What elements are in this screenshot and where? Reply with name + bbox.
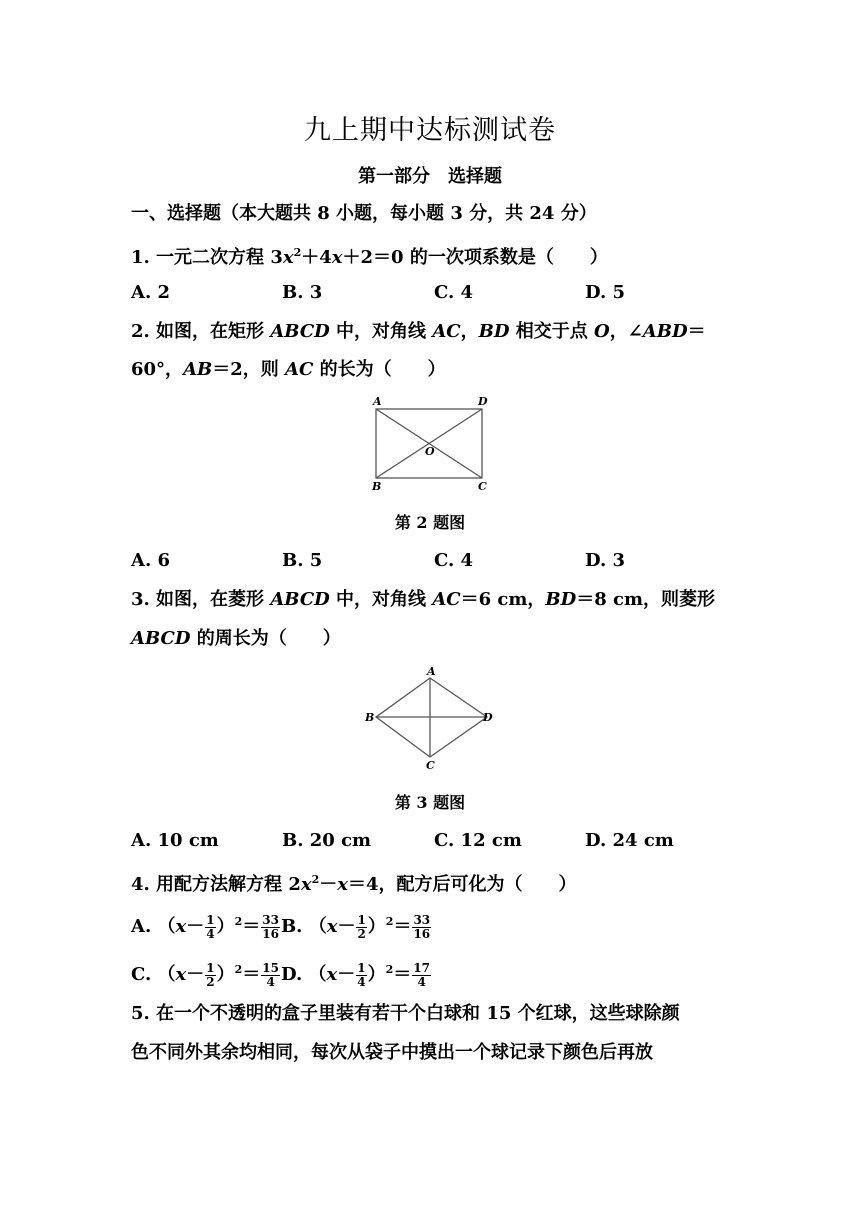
label-a: A <box>427 665 436 678</box>
opt-var: x <box>175 964 187 985</box>
fraction <box>205 914 215 941</box>
opt-text: － <box>186 964 205 985</box>
option-a[interactable]: A. 6 <box>131 550 171 571</box>
opt-text: ＝ <box>242 964 261 985</box>
opt-var: x <box>326 964 338 985</box>
q2-text: 中，对角线 <box>329 321 433 342</box>
question-3-line-2 <box>131 628 341 650</box>
section-heading: 一、选择题（本大题共 8 小题，每小题 3 分，共 24 分） <box>131 203 597 224</box>
fraction <box>205 962 215 989</box>
q2-text: 的长为（ ） <box>313 359 446 380</box>
numerator: 15 <box>262 960 279 975</box>
q4-var: x <box>337 874 348 895</box>
q2-text: ＝2，则 <box>212 359 286 380</box>
label-b: B <box>372 480 382 493</box>
q4-var: x <box>300 874 312 895</box>
q1-var: x <box>331 247 343 268</box>
q2-text: 2. 如图，在矩形 <box>131 321 271 342</box>
q2-text: ，∠ <box>609 321 643 342</box>
option-d[interactable]: D. 5 <box>585 282 626 303</box>
label-d: D <box>478 395 488 408</box>
opt-label: C. （ <box>131 964 176 985</box>
opt-text: － <box>337 964 356 985</box>
opt-text: － <box>186 916 205 937</box>
numerator: 1 <box>357 912 366 927</box>
question-2-line-1 <box>131 321 706 343</box>
question-4-options-cd <box>131 955 432 990</box>
numerator: 1 <box>206 912 215 927</box>
q1-var: x <box>282 247 294 268</box>
option-b[interactable]: B. 5 <box>282 550 323 571</box>
option-b[interactable]: B. 3 <box>282 282 323 303</box>
rectangle-figure <box>360 393 500 499</box>
figure-3-caption: 第 3 题图 <box>394 793 466 812</box>
question-3-line-1 <box>131 589 715 611</box>
q3-text: ＝6 cm， <box>460 589 546 610</box>
opt-text: ） <box>367 964 386 985</box>
denominator: 2 <box>206 974 215 989</box>
opt-text: ） <box>367 916 386 937</box>
fraction <box>356 962 366 989</box>
q3-var: AC <box>432 589 461 610</box>
option-b[interactable]: B. 20 cm <box>282 830 372 851</box>
opt-exp: 2 <box>234 963 243 976</box>
denominator: 4 <box>357 974 366 989</box>
q1-text: 1. 一元二次方程 3 <box>131 247 283 268</box>
denominator: 4 <box>206 926 215 941</box>
q2-var: ABCD <box>270 321 330 342</box>
question-1-stem <box>131 242 608 269</box>
opt-var: x <box>175 916 187 937</box>
fraction <box>412 914 431 941</box>
q2-var: O <box>594 321 610 342</box>
label-o: O <box>425 445 435 458</box>
opt-label: A. （ <box>131 916 176 937</box>
q2-var: AC <box>432 321 461 342</box>
q2-text: 相交于点 <box>509 321 594 342</box>
opt-exp: 2 <box>385 915 394 928</box>
q3-var: ABCD <box>270 589 330 610</box>
option-b[interactable] <box>280 912 432 941</box>
fraction <box>261 962 280 989</box>
opt-var: x <box>326 916 338 937</box>
q2-var: AB <box>183 359 213 380</box>
opt-exp: 2 <box>385 963 394 976</box>
fraction <box>412 962 431 989</box>
opt-text: ＝ <box>242 916 261 937</box>
option-d[interactable] <box>281 960 432 989</box>
numerator: 33 <box>262 912 279 927</box>
q2-text: ＝ <box>687 321 706 342</box>
q1-exp: 2 <box>293 246 302 259</box>
question-5-line-1: 5. 在一个不透明的盒子里装有若干个白球和 15 个红球，这些球除颜 <box>131 1003 680 1024</box>
opt-text: ） <box>216 916 235 937</box>
option-a[interactable]: A. 10 cm <box>131 830 219 851</box>
numerator: 1 <box>206 960 215 975</box>
option-a[interactable]: A. 2 <box>131 282 171 303</box>
denominator: 16 <box>413 926 431 941</box>
denominator: 16 <box>262 926 279 941</box>
q3-var: ABCD <box>131 628 191 649</box>
label-c: C <box>426 759 435 772</box>
fraction <box>356 914 366 941</box>
q4-text: ＝4，配方后可化为（ ） <box>347 874 577 895</box>
q2-var: ABD <box>642 321 688 342</box>
option-d[interactable]: D. 24 cm <box>585 830 674 851</box>
q3-var: BD <box>545 589 577 610</box>
question-4-stem <box>131 869 577 896</box>
opt-text: ＝ <box>393 916 412 937</box>
opt-label: B. （ <box>280 916 327 937</box>
q4-text: － <box>319 874 338 895</box>
q4-exp: 2 <box>311 873 320 886</box>
q3-text: 3. 如图，在菱形 <box>131 589 271 610</box>
opt-text: ） <box>216 964 235 985</box>
option-c[interactable]: C. 4 <box>434 282 474 303</box>
option-d[interactable]: D. 3 <box>585 550 626 571</box>
opt-text: － <box>337 916 356 937</box>
question-5-line-2: 色不同外其余均相同，每次从袋子中摸出一个球记录下颜色后再放 <box>131 1042 653 1063</box>
rhombus-figure <box>360 664 500 776</box>
denominator: 4 <box>266 974 275 989</box>
option-c[interactable] <box>131 960 281 989</box>
denominator: 2 <box>357 926 366 941</box>
q3-text: 中，对角线 <box>329 589 433 610</box>
q4-text: 4. 用配方法解方程 2 <box>131 874 301 895</box>
opt-text: ＝ <box>393 964 412 985</box>
option-c[interactable]: C. 12 cm <box>434 830 522 851</box>
label-c: C <box>478 480 487 493</box>
q1-text: ＋2＝0 的一次项系数是（ ） <box>342 247 608 268</box>
numerator: 1 <box>357 960 366 975</box>
opt-exp: 2 <box>234 915 243 928</box>
q2-var: AC <box>285 359 314 380</box>
label-d: D <box>483 711 493 724</box>
label-a: A <box>373 395 382 408</box>
q3-text: ＝8 cm，则菱形 <box>576 589 716 610</box>
q1-text: ＋4 <box>301 247 332 268</box>
label-b: B <box>365 711 375 724</box>
numerator: 33 <box>413 912 431 927</box>
question-4-options-ab <box>131 907 432 942</box>
figure-2-caption: 第 2 题图 <box>394 513 466 532</box>
q2-text: ， <box>460 321 479 342</box>
option-a[interactable] <box>131 912 281 941</box>
opt-label: D. （ <box>281 964 327 985</box>
q3-text: 的周长为（ ） <box>190 628 341 649</box>
q2-var: BD <box>478 321 510 342</box>
numerator: 17 <box>413 960 430 975</box>
page-title: 九上期中达标测试卷 <box>304 115 556 146</box>
option-c[interactable]: C. 4 <box>434 550 474 571</box>
denominator: 4 <box>417 974 426 989</box>
q2-text: 60°， <box>131 359 184 380</box>
question-2-line-2 <box>131 359 446 381</box>
fraction <box>261 914 280 941</box>
part-subtitle: 第一部分 选择题 <box>358 166 502 187</box>
